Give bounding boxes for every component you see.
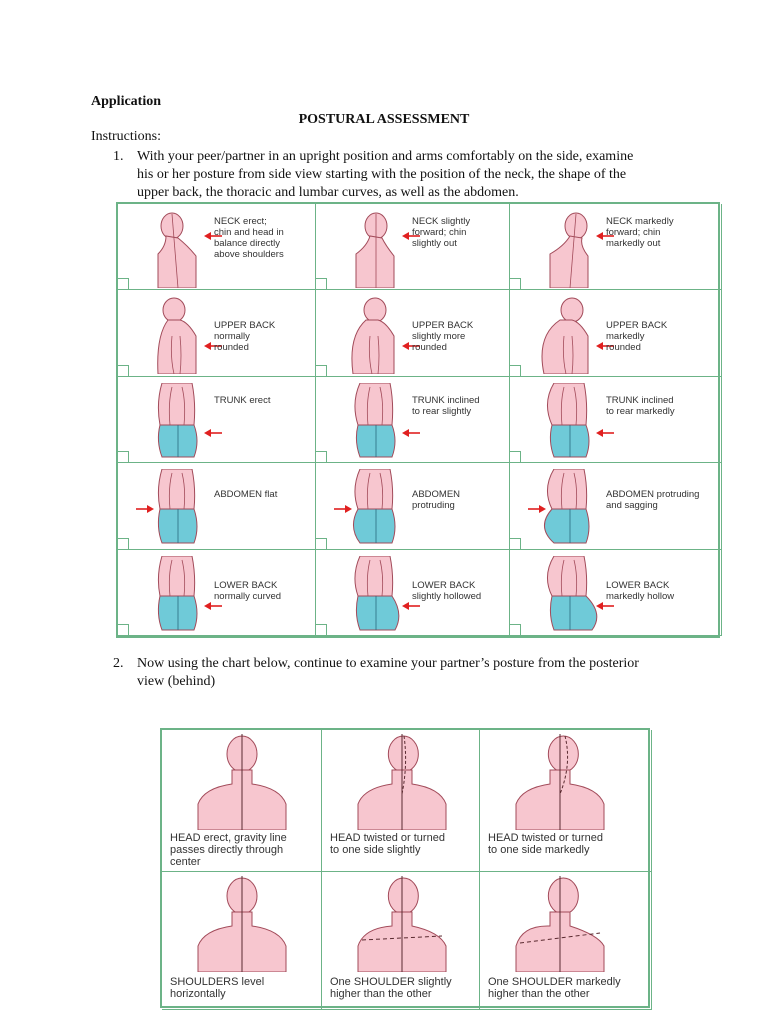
corner-mark xyxy=(510,538,521,549)
side-chart-cell-trunk-slight xyxy=(316,377,510,463)
corner-mark xyxy=(510,624,521,635)
side-chart-label: TRUNK inclined to rear slightly xyxy=(412,394,480,417)
side-chart-cell-trunk-normal xyxy=(118,377,316,463)
back-view-figure-icon xyxy=(352,734,452,830)
step-2-line: view (behind) xyxy=(137,674,216,689)
upper-side-figure-icon xyxy=(346,296,406,374)
step-2-line: Now using the chart below, continue to examine your partner’s posture from the posterior xyxy=(137,656,639,671)
back-chart-label: SHOULDERS level horizontally xyxy=(170,976,265,1000)
back-view-figure-icon xyxy=(352,876,452,972)
corner-mark xyxy=(510,365,521,376)
side-chart-cell-lower-slight xyxy=(316,550,510,636)
corner-mark xyxy=(316,451,327,462)
step-1 xyxy=(113,148,713,202)
corner-mark xyxy=(316,278,327,289)
pointer-arrow-icon xyxy=(596,602,614,610)
application-heading: Application xyxy=(91,94,162,109)
neck-side-figure-icon xyxy=(346,210,406,288)
pointer-arrow-icon xyxy=(136,505,154,513)
step-1-line: his or her posture from side view starting with the position of the neck, the shape of the xyxy=(137,167,627,182)
pointer-arrow-icon xyxy=(402,602,420,610)
abdomen-side-figure-icon xyxy=(148,469,208,547)
back-chart-label: HEAD twisted or turned to one side markedly xyxy=(488,832,603,856)
pointer-arrow-icon xyxy=(528,505,546,513)
side-chart-label: UPPER BACK normally rounded xyxy=(214,320,276,354)
back-view-figure-icon xyxy=(510,876,610,972)
pointer-arrow-icon xyxy=(204,602,222,610)
side-chart-cell-upper-marked xyxy=(510,290,722,376)
step-1-number: 1. xyxy=(113,149,124,164)
side-chart-cell-abdomen-slight xyxy=(316,463,510,549)
step-1-line: upper back, the thoracic and lumbar curves, as well as the abdomen. xyxy=(137,185,519,200)
side-chart-label: NECK markedly forward; chin markedly out xyxy=(606,216,674,249)
side-chart-cell-neck-normal xyxy=(118,204,316,290)
neck-side-figure-icon xyxy=(148,210,208,288)
trunk-side-figure-icon xyxy=(148,383,208,461)
side-chart-label: NECK erect; chin and head in balance directly above shoulders xyxy=(214,216,284,260)
side-chart-label: TRUNK erect xyxy=(214,394,271,406)
side-view-posture-chart xyxy=(116,202,720,638)
back-chart-label: HEAD erect, gravity line passes directly through center xyxy=(170,832,287,868)
side-chart-cell-upper-slight xyxy=(316,290,510,376)
side-chart-label: UPPER BACK slightly more rounded xyxy=(412,320,474,354)
back-chart-label: HEAD twisted or turned to one side slightly xyxy=(330,832,445,856)
side-chart-label: TRUNK inclined to rear markedly xyxy=(606,394,675,417)
page-title: POSTURAL ASSESSMENT xyxy=(298,112,470,127)
corner-mark xyxy=(510,278,521,289)
back-chart-cell xyxy=(480,872,652,1010)
corner-mark xyxy=(118,365,129,376)
corner-mark xyxy=(316,624,327,635)
side-chart-cell-trunk-marked xyxy=(510,377,722,463)
side-chart-label: LOWER BACK normally curved xyxy=(214,579,282,602)
neck-side-figure-icon xyxy=(540,210,600,288)
back-chart-cell xyxy=(322,872,480,1010)
side-chart-cell-neck-slight xyxy=(316,204,510,290)
back-chart-cell xyxy=(162,872,322,1010)
corner-mark xyxy=(118,624,129,635)
side-chart-cell-abdomen-marked xyxy=(510,463,722,549)
pointer-arrow-icon xyxy=(402,429,420,437)
pointer-arrow-icon xyxy=(596,429,614,437)
instructions-label: Instructions: xyxy=(91,129,161,144)
back-view-figure-icon xyxy=(510,734,610,830)
lower-side-figure-icon xyxy=(540,556,600,634)
corner-mark xyxy=(118,451,129,462)
step-2 xyxy=(113,655,713,691)
back-view-figure-icon xyxy=(192,734,292,830)
trunk-side-figure-icon xyxy=(540,383,600,461)
side-chart-cell-lower-normal xyxy=(118,550,316,636)
trunk-side-figure-icon xyxy=(346,383,406,461)
side-chart-label: LOWER BACK slightly hollowed xyxy=(412,579,482,602)
side-chart-label: ABDOMEN flat xyxy=(214,489,278,501)
corner-mark xyxy=(510,451,521,462)
corner-mark xyxy=(316,365,327,376)
back-chart-cell xyxy=(322,730,480,872)
back-chart-label: One SHOULDER slightly higher than the other xyxy=(330,976,452,1000)
lower-side-figure-icon xyxy=(148,556,208,634)
step-1-line: With your peer/partner in an upright position and arms comfortably on the side, examine xyxy=(137,149,634,164)
corner-mark xyxy=(118,538,129,549)
posterior-view-posture-chart xyxy=(160,728,650,1008)
back-chart-cell xyxy=(480,730,652,872)
back-chart-cell xyxy=(162,730,322,872)
side-chart-label: ABDOMEN protruding xyxy=(412,489,461,512)
side-chart-label: LOWER BACK markedly hollow xyxy=(606,579,675,602)
upper-side-figure-icon xyxy=(148,296,208,374)
side-chart-cell-abdomen-normal xyxy=(118,463,316,549)
pointer-arrow-icon xyxy=(204,429,222,437)
side-chart-cell-neck-marked xyxy=(510,204,722,290)
pointer-arrow-icon xyxy=(334,505,352,513)
abdomen-side-figure-icon xyxy=(346,469,406,547)
corner-mark xyxy=(118,278,129,289)
side-chart-label: ABDOMEN protruding and sagging xyxy=(606,489,700,512)
abdomen-side-figure-icon xyxy=(540,469,600,547)
corner-mark xyxy=(316,538,327,549)
back-view-figure-icon xyxy=(192,876,292,972)
step-2-number: 2. xyxy=(113,656,124,671)
upper-side-figure-icon xyxy=(540,296,600,374)
lower-side-figure-icon xyxy=(346,556,406,634)
side-chart-cell-lower-marked xyxy=(510,550,722,636)
side-chart-label: NECK slightly forward; chin slightly out xyxy=(412,216,471,249)
side-chart-label: UPPER BACK markedly rounded xyxy=(606,320,668,354)
side-chart-cell-upper-normal xyxy=(118,290,316,376)
back-chart-label: One SHOULDER markedly higher than the other xyxy=(488,976,621,1000)
